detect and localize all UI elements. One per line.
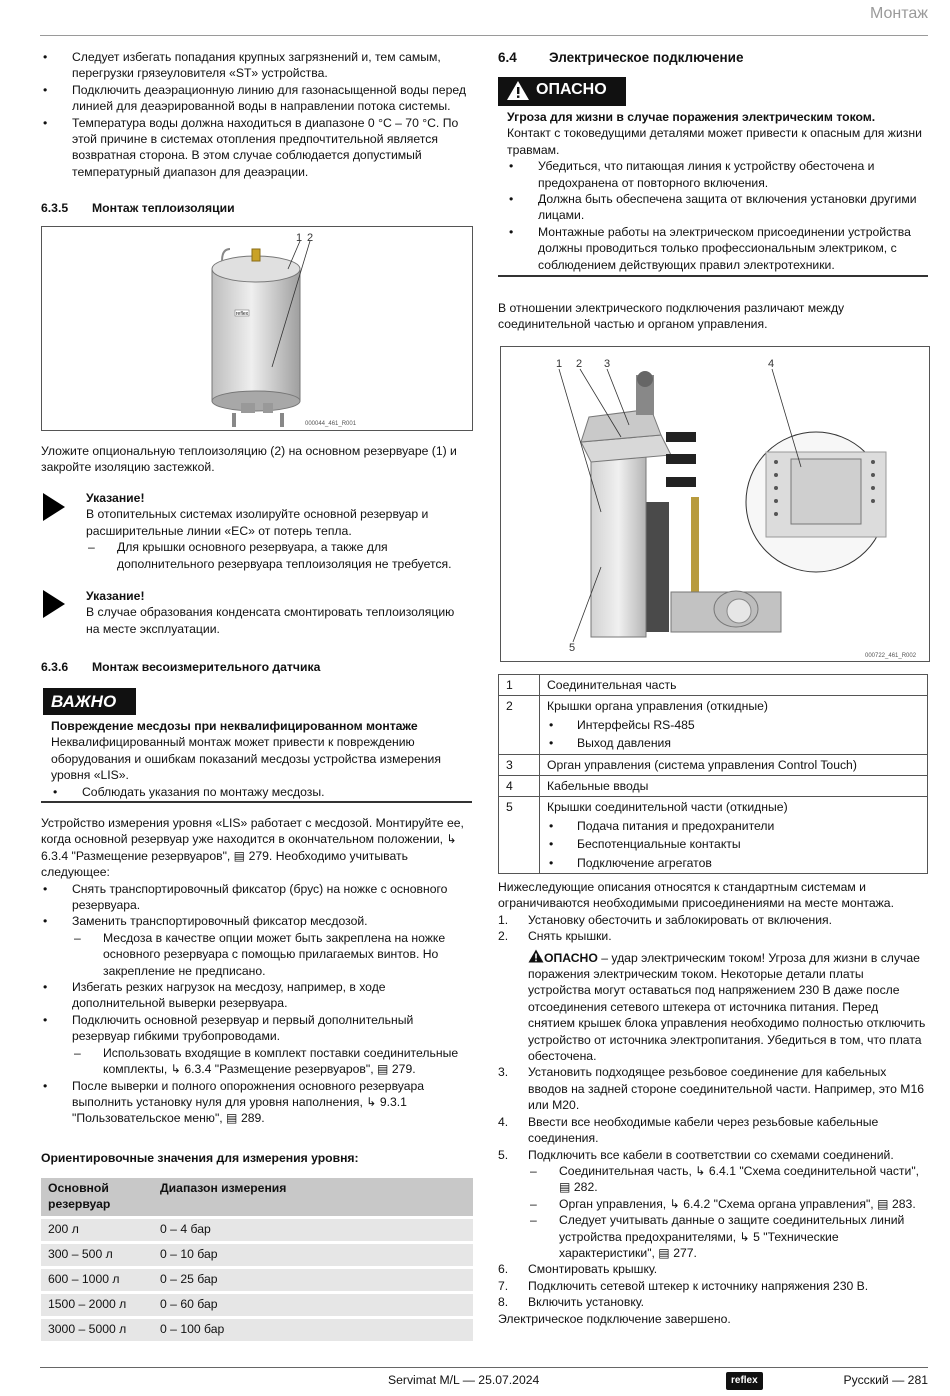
warning-icon xyxy=(528,949,544,963)
text: Следует учитывать данные о защите соединительных линий устройства предохранителями, xyxy=(559,1213,905,1244)
callout-3: 3 xyxy=(604,358,611,370)
list-item: • Температура воды должна находиться в диапазоне 0 °C – 70 °C. По этой причине в системах отопления предпочтительной является возвратная сторона. В этом случае соблюдается допустимый температурный диапазон для деаэрации. xyxy=(41,115,471,181)
lis-intro xyxy=(41,815,473,881)
figure-tank-insulation xyxy=(41,226,473,431)
list-item: • Монтажные работы на электрическом присоединении устройства должны проводиться только профессиональным электриком, с соблюдением действующих правил электротехники. xyxy=(507,224,927,273)
distinction-text: В отношении электрического подключения различают между соединительной частью и органом управления. xyxy=(498,301,845,332)
step-text: Подключить сетевой штекер к источнику напряжения 230 В. xyxy=(528,1278,869,1293)
arrow-ref-icon: ↳ xyxy=(366,1094,380,1109)
table-row xyxy=(41,1219,473,1241)
table-cell: 0 – 4 бар xyxy=(153,1219,473,1241)
danger-badge xyxy=(498,77,626,106)
ref-page[interactable]: 277 xyxy=(673,1245,694,1260)
legend-table xyxy=(498,674,928,874)
table-row xyxy=(499,776,928,797)
list-item: – Орган управления, ↳ 6.4.2 "Схема органа управления", ▤ 283. xyxy=(528,1196,928,1212)
list-item: • Беспотенциальные контакты xyxy=(547,836,920,852)
step-text: Установку обесточить и заблокировать от включения. xyxy=(528,912,833,927)
table-cell: 3000 – 5000 л xyxy=(41,1319,153,1341)
step-item xyxy=(498,1261,928,1277)
step-text: Включить установку. xyxy=(528,1295,645,1310)
list-item: • Избегать резких нагрузок на месдозу, например, в ходе дополнительной выверки резервуара. xyxy=(41,979,473,1012)
header-rule xyxy=(40,35,928,36)
table-cell: Кабельные вводы xyxy=(540,776,928,797)
danger-badge-label: ОПАСНО xyxy=(536,81,607,98)
text: Использовать входящие в комплект поставки соединительные комплекты, xyxy=(103,1045,459,1077)
table-row xyxy=(499,754,928,775)
step-text: Ввести все необходимые кабели через резьбовые кабельные соединения. xyxy=(528,1114,879,1146)
note-1 xyxy=(86,490,471,572)
important-text: Неквалифицированный монтаж может привести к повреждению оборудования и ошибкам показаний месдозы устройства измерения уровня «LIS». xyxy=(51,735,441,783)
step-item xyxy=(498,928,928,1064)
step-item xyxy=(498,1294,928,1310)
list-item: – Месдоза в качестве опции может быть закреплена на ножке основного резервуара с помощью прилагаемых винтов. Но закрепление не предписано. xyxy=(72,930,473,979)
step-number: 6. xyxy=(498,1262,509,1277)
section-heading-636 xyxy=(41,659,320,675)
step-number: 2. xyxy=(498,929,509,944)
table-cell: 3 xyxy=(499,754,540,775)
ref-page[interactable]: 283 xyxy=(891,1196,913,1211)
section-title: Монтаж теплоизоляции xyxy=(92,201,235,215)
footer-rule xyxy=(40,1367,928,1368)
table-row xyxy=(41,1319,473,1341)
danger-rule xyxy=(498,275,928,277)
important-rule xyxy=(41,801,472,803)
table-cell: 600 – 1000 л xyxy=(41,1269,153,1291)
page-icon: ▤ xyxy=(559,1180,574,1195)
list-item: • Подключение агрегатов xyxy=(547,855,920,871)
tank-brand-plate: reflex xyxy=(235,311,249,317)
ref-page[interactable]: 282 xyxy=(573,1180,595,1195)
important-block xyxy=(51,718,471,800)
note-title: Указание! xyxy=(86,491,145,505)
page-icon: ▤ xyxy=(376,1062,392,1077)
column-header: Основной резервуар xyxy=(41,1178,153,1216)
list-item-text: Заменить транспортировочный фиксатор месдозой. xyxy=(72,914,368,929)
text: Орган управления, xyxy=(559,1196,670,1211)
callout-2: 2 xyxy=(307,232,314,244)
reflex-logo: reflex xyxy=(726,1372,763,1390)
important-title: Повреждение месдозы при неквалифицированном монтаже xyxy=(51,719,418,733)
description-text: Нижеследующие описания относятся к стандартным системам и ограничиваются необходимыми присоединениями на месте монтажа. xyxy=(498,880,894,911)
table-cell: 5 xyxy=(499,797,540,874)
callout-4: 4 xyxy=(768,358,775,370)
electrical-steps-section xyxy=(498,879,928,1327)
list-item: – Соединительная часть, ↳ 6.4.1 "Схема соединительной части", ▤ 282. xyxy=(528,1163,928,1196)
list-item xyxy=(41,913,473,979)
table-cell: 4 xyxy=(499,776,540,797)
list-item: – Для крышки основного резервуара, а также для дополнительного резервуара теплоизоляция не требуется. xyxy=(86,539,471,572)
step-text: Установить подходящее резьбовое соединение для кабельных вводов на задней стороне соединительной части. Например, это M16 или M20. xyxy=(528,1065,924,1113)
step-item xyxy=(498,1114,928,1147)
ref-page[interactable]: 289 xyxy=(240,1111,262,1126)
ref-page[interactable]: 279 xyxy=(391,1062,413,1077)
list-item: • Выход давления xyxy=(547,735,920,751)
step-text: Смонтировать крышку. xyxy=(528,1262,658,1277)
step-text: Снять крышки. xyxy=(528,929,612,944)
note-text: В отопительных системах изолируйте основной резервуар и расширительные линии «EC» от потерь тепла. xyxy=(86,507,429,538)
column-header: Диапазон измерения xyxy=(153,1178,473,1216)
legend-text: Крышки органа управления (откидные) xyxy=(547,699,768,714)
table-cell: 200 л xyxy=(41,1219,153,1241)
step-number: 1. xyxy=(498,912,509,927)
note-text: В случае образования конденсата смонтировать теплоизоляцию на месте эксплуатации. xyxy=(86,605,455,636)
danger-text: Контакт с токоведущими деталями может привести к опасным для жизни травмам. xyxy=(507,126,922,157)
arrow-ref-icon: ↳ xyxy=(170,1062,185,1077)
step-number: 7. xyxy=(498,1278,509,1293)
table-row xyxy=(41,1269,473,1291)
callout-1: 1 xyxy=(296,232,303,244)
lis-section xyxy=(41,815,473,1127)
list-item: • Подключить деаэрационную линию для газонасыщенной воды перед линией для деаэрированной воды в направлении потока системы. xyxy=(41,82,471,115)
completion-text: Электрическое подключение завершено. xyxy=(498,1311,731,1326)
step-number: 8. xyxy=(498,1295,509,1310)
page-icon: ▤ xyxy=(658,1245,674,1260)
table-cell: 0 – 60 бар xyxy=(153,1294,473,1316)
figure-code: 000722_461_R002 xyxy=(865,653,917,659)
ref-link[interactable]: 6.3.4 "Размещение резервуаров", xyxy=(184,1062,377,1077)
table-cell: 300 – 500 л xyxy=(41,1244,153,1266)
table-row xyxy=(499,797,928,874)
list-item: • Интерфейсы RS-485 xyxy=(547,717,920,733)
page-icon: ▤ xyxy=(226,1111,241,1126)
list-item-text: Подключить основной резервуар и первый дополнительный резервуар гибкими трубопроводами. xyxy=(72,1012,414,1044)
table-cell: 1500 – 2000 л xyxy=(41,1294,153,1316)
page-icon: ▤ xyxy=(233,848,249,863)
intro-bullets xyxy=(41,49,471,180)
table-cell: 2 xyxy=(499,696,540,754)
arrow-ref-icon: ↳ xyxy=(739,1229,754,1244)
ref-link[interactable]: 5 "Технические характеристики", xyxy=(559,1229,839,1260)
table-row xyxy=(499,696,928,754)
step-danger-note xyxy=(528,949,928,1065)
section-heading-635 xyxy=(41,200,235,216)
left-column xyxy=(41,49,471,180)
list-item: • Подача питания и предохранители xyxy=(547,818,920,834)
section-title: Электрическое подключение xyxy=(549,50,744,65)
arrow-ref-icon: ↳ xyxy=(669,1196,684,1211)
note-arrow-icon xyxy=(43,493,65,521)
list-item: • Снять транспортировочный фиксатор (брус) на ножке с основного резервуара. xyxy=(41,881,473,914)
arrow-ref-icon: ↳ xyxy=(446,832,457,847)
step-item xyxy=(498,1064,928,1113)
section-number: 6.3.6 xyxy=(41,660,69,674)
step-text: Подключить все кабели в соответствии со схемами соединений. xyxy=(528,1147,894,1162)
step-number: 5. xyxy=(498,1147,509,1162)
table-cell: 0 – 25 бар xyxy=(153,1269,473,1291)
note-arrow-icon xyxy=(43,590,65,618)
table-cell: 1 xyxy=(499,675,540,696)
lis-tail: . Необходимо учитывать следующее: xyxy=(41,848,408,880)
ref-link[interactable]: 9.3.1 "Пользовательское меню", xyxy=(72,1094,407,1126)
list-item: • После выверки и полного опорожнения основного резервуара выполнить установку нуля для уровня наполнения, ↳ 9.3.1 "Пользовательское меню", ▤ 289. xyxy=(41,1078,473,1127)
table-cell xyxy=(540,797,928,874)
lis-ref-link[interactable]: 6.3.4 "Размещение резервуаров", xyxy=(41,848,234,863)
list-item: – Использовать входящие в комплект поставки соединительные комплекты, ↳ 6.3.4 "Размещение резервуаров", ▤ 279. xyxy=(72,1045,473,1078)
section-number: 6.4 xyxy=(498,50,517,65)
list-item: • Соблюдать указания по монтажу месдозы. xyxy=(51,784,471,800)
insulation-text: Уложите опциональную теплоизоляцию (2) на основном резервуаре (1) и закройте изоляцию застежкой. xyxy=(41,444,457,475)
page-icon: ▤ xyxy=(877,1196,892,1211)
table-cell: Орган управления (система управления Control Touch) xyxy=(540,754,928,775)
footer-page-number: Русский — 281 xyxy=(843,1373,928,1387)
legend-text: Крышки соединительной части (откидные) xyxy=(547,800,788,815)
unit-illustration xyxy=(501,347,929,661)
danger-label: ОПАСНО xyxy=(544,950,598,965)
list-item: • Должна быть обеспечена защита от включения установки другими лицами. xyxy=(507,191,927,224)
note-title: Указание! xyxy=(86,589,145,603)
list-item: – Следует учитывать данные о защите соединительных линий устройства предохранителями, ↳ 5 "Технические характеристики", ▤ 277. xyxy=(528,1212,928,1261)
table-cell xyxy=(540,696,928,754)
list-item: • Убедиться, что питающая линия к устройству обесточена и предохранена от повторного включения. xyxy=(507,158,927,191)
danger-note-text: – удар электрическим током! Угроза для жизни в случае поражения электрическим током. Некоторые детали платы устройства могут оставаться под напряжением 230 В даже после отсоединения сетевого штекера от источника питания. Перед снятием крышек блока управления необходимо полностью отключить устройство от источника электропитания. Убедиться в том, что плата обесточена. xyxy=(528,950,926,1064)
ref-link[interactable]: 6.4.2 "Схема органа управления", xyxy=(683,1196,878,1211)
step-number: 4. xyxy=(498,1114,509,1129)
table-cell: 0 – 100 бар xyxy=(153,1319,473,1341)
important-badge: ВАЖНО xyxy=(43,688,136,715)
table-header-row xyxy=(41,1178,473,1216)
table-row xyxy=(41,1244,473,1266)
danger-title: Угроза для жизни в случае поражения электрическим током. xyxy=(507,110,876,124)
level-table xyxy=(41,1175,473,1344)
figure-electrical-unit xyxy=(500,346,930,662)
table-row xyxy=(41,1294,473,1316)
step-item xyxy=(498,1147,928,1262)
step-number: 3. xyxy=(498,1065,509,1080)
page-header-title: Монтаж xyxy=(870,5,928,22)
ref-link[interactable]: 6.4.1 "Схема соединительной части", xyxy=(708,1163,920,1178)
table-cell: 0 – 10 бар xyxy=(153,1244,473,1266)
callout-5: 5 xyxy=(569,642,576,654)
section-number: 6.3.5 xyxy=(41,201,69,215)
lis-ref-page[interactable]: 279 xyxy=(248,848,269,863)
callout-1: 1 xyxy=(556,358,563,370)
footer-doc-info: Servimat M/L — 25.07.2024 xyxy=(388,1373,540,1387)
arrow-ref-icon: ↳ xyxy=(695,1163,709,1178)
callout-2: 2 xyxy=(576,358,583,370)
list-item: • Следует избегать попадания крупных загрязнений и, тем самым, перегрузки грязеуловителя «ST» устройства. xyxy=(41,49,471,82)
danger-block xyxy=(507,109,927,273)
tank-illustration xyxy=(42,227,472,430)
table-cell: Соединительная часть xyxy=(540,675,928,696)
table-title: Ориентировочные значения для измерения уровня: xyxy=(41,1151,359,1165)
text: После выверки и полного опорожнения основного резервуара выполнить установку нуля для уровня наполнения, xyxy=(72,1078,425,1109)
figure-code: 000044_461_R001 xyxy=(305,421,357,427)
note-2 xyxy=(86,588,471,637)
warning-icon xyxy=(506,80,530,101)
section-heading-64 xyxy=(498,50,743,66)
table-row xyxy=(499,675,928,696)
text: Соединительная часть, xyxy=(559,1163,696,1178)
lis-intro-text: Устройство измерения уровня «LIS» работает с месдозой. Монтируйте ее, когда основной резервуар уже находится в окончательном положении, xyxy=(41,816,464,847)
step-item xyxy=(498,912,928,928)
list-item xyxy=(41,1012,473,1078)
section-title: Монтаж весоизмерительного датчика xyxy=(92,660,321,674)
step-item xyxy=(498,1278,928,1294)
